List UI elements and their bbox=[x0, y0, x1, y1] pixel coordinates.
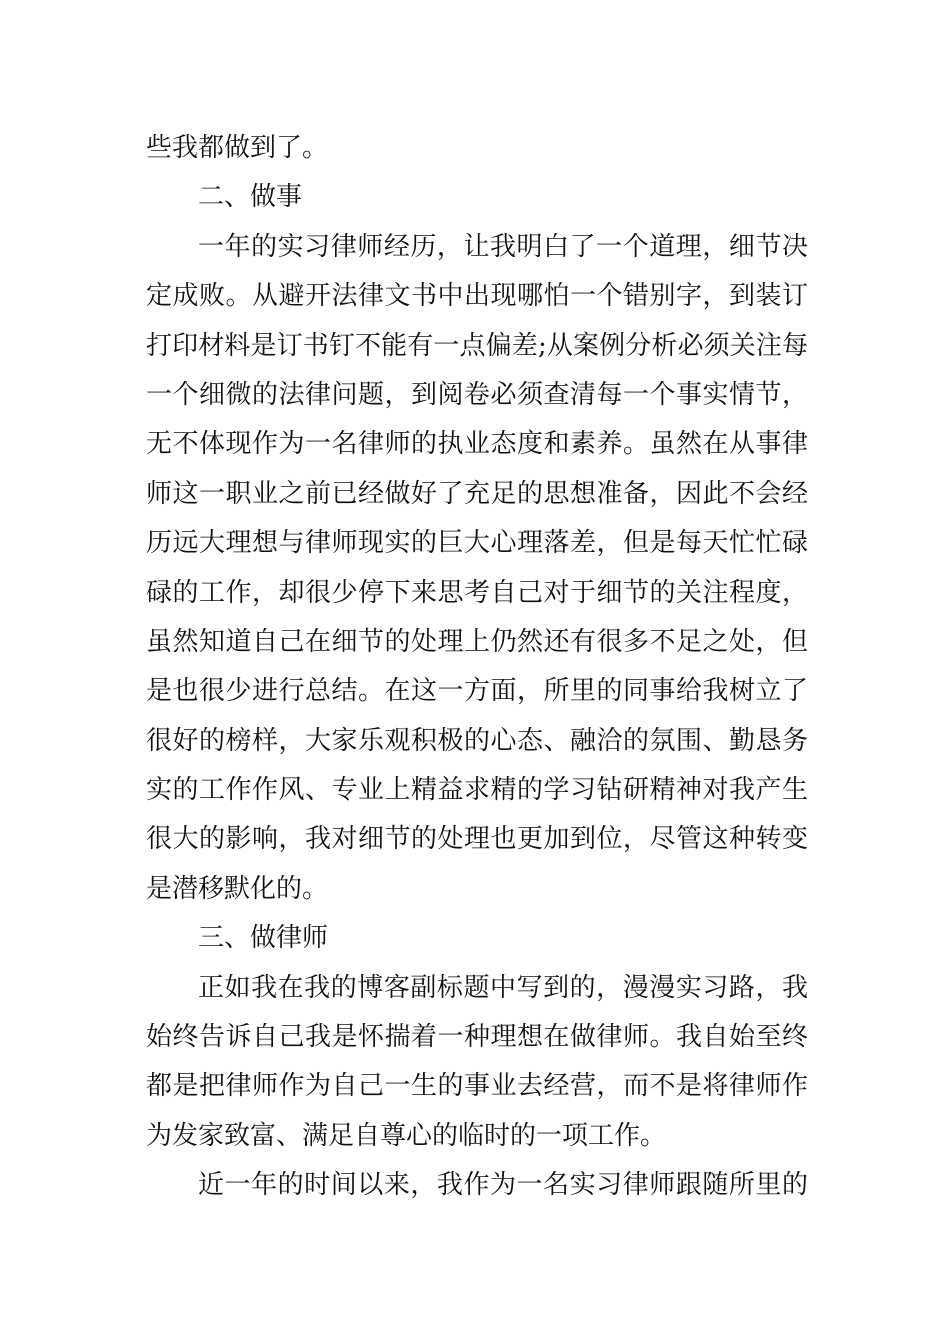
text-line: 历远大理想与律师现实的巨大心理落差，但是每天忙忙碌 bbox=[146, 528, 808, 559]
text-line: 是潜移默化的。 bbox=[146, 873, 329, 904]
text-line: 定成败。从避开法律文书中出现哪怕一个错别字，到装订 bbox=[146, 281, 808, 312]
text-line: 些我都做到了。 bbox=[146, 133, 329, 163]
text-line: 一年的实习律师经历，让我明白了一个道理，细节决 bbox=[198, 231, 808, 262]
text-line: 是也很少进行总结。在这一方面，所里的同事给我树立了 bbox=[146, 676, 808, 707]
text-line: 实的工作作风、专业上精益求精的学习钻研精神对我产生 bbox=[146, 775, 808, 806]
text-line: 无不体现作为一名律师的执业态度和素养。虽然在从事律 bbox=[146, 429, 808, 460]
text-line: 都是把律师作为自己一生的事业去经营，而不是将律师作 bbox=[146, 1071, 808, 1102]
document-body bbox=[146, 124, 808, 1211]
text-line: 为发家致富、满足自尊心的临时的一项工作。 bbox=[146, 1120, 667, 1151]
text-line: 师这一职业之前已经做好了充足的思想准备，因此不会经 bbox=[146, 478, 808, 509]
text-line: 一个细微的法律问题，到阅卷必须查清每一个事实情节， bbox=[146, 379, 808, 410]
text-line: 碌的工作，却很少停下来思考自己对于细节的关注程度， bbox=[146, 577, 808, 608]
text-line: 近一年的时间以来，我作为一名实习律师跟随所里的 bbox=[198, 1170, 808, 1201]
section-heading-be-lawyer: 三、做律师 bbox=[198, 923, 329, 954]
text-line: 始终告诉自己我是怀揣着一种理想在做律师。我自始至终 bbox=[146, 1022, 808, 1053]
text-line: 正如我在我的博客副标题中写到的，漫漫实习路，我 bbox=[198, 972, 808, 1003]
text-line: 很好的榜样，大家乐观积极的心态、融洽的氛围、勤恳务 bbox=[146, 725, 808, 756]
text-line: 虽然知道自己在细节的处理上仍然还有很多不足之处，但 bbox=[146, 626, 808, 657]
section-heading-do-things: 二、做事 bbox=[198, 182, 303, 213]
text-line: 很大的影响，我对细节的处理也更加到位，尽管这种转变 bbox=[146, 824, 808, 855]
text-line: 打印材料是订书钉不能有一点偏差;从案例分析必须关注每 bbox=[146, 330, 808, 361]
